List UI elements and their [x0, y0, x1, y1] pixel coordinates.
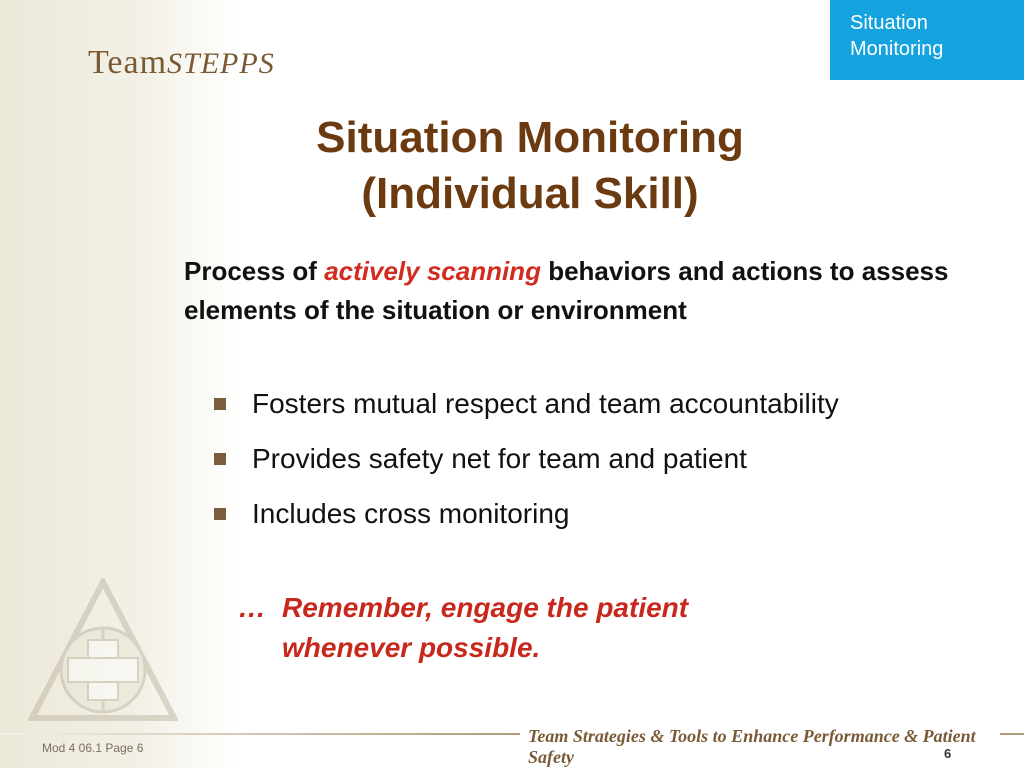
slide-number: 6 — [944, 746, 952, 761]
reminder-ellipsis: … — [238, 592, 266, 623]
footer-rule — [0, 733, 520, 735]
bullet-item — [214, 384, 839, 424]
title-line2: (Individual Skill) — [361, 169, 699, 218]
title-line1: Situation Monitoring — [316, 113, 744, 162]
footer-tagline: Team Strategies & Tools to Enhance Performance & Patient Safety — [528, 726, 976, 767]
bullet-text: Provides safety net for team and patient — [252, 443, 747, 474]
bullet-list — [214, 384, 839, 549]
section-tab-line2: Monitoring — [850, 38, 944, 60]
square-bullet-icon — [214, 453, 226, 465]
reminder-line2: whenever possible. — [282, 632, 541, 663]
reminder-note — [238, 588, 798, 668]
module-page-label: Mod 4 06.1 Page 6 — [42, 741, 144, 755]
teamstepps-triangle-emblem-icon — [28, 578, 178, 728]
bullet-text: Fosters mutual respect and team accountability — [252, 388, 839, 419]
square-bullet-icon — [214, 398, 226, 410]
bullet-item — [214, 494, 839, 534]
lead-post: behaviors and actions to assess elements of the situation or environment — [184, 256, 949, 325]
lead-statement — [184, 252, 964, 330]
lead-pre: Process of — [184, 256, 317, 286]
section-tab — [828, 0, 1024, 82]
lead-emphasis: actively scanning — [324, 256, 541, 286]
section-tab-line1: Situation — [850, 12, 928, 34]
bullet-text: Includes cross monitoring — [252, 498, 570, 529]
square-bullet-icon — [214, 508, 226, 520]
bullet-item — [214, 439, 839, 479]
slide-title — [240, 110, 820, 222]
reminder-line1: Remember, engage the patient — [282, 592, 689, 623]
teamstepps-logo: TeamSTEPPS — [88, 44, 275, 81]
